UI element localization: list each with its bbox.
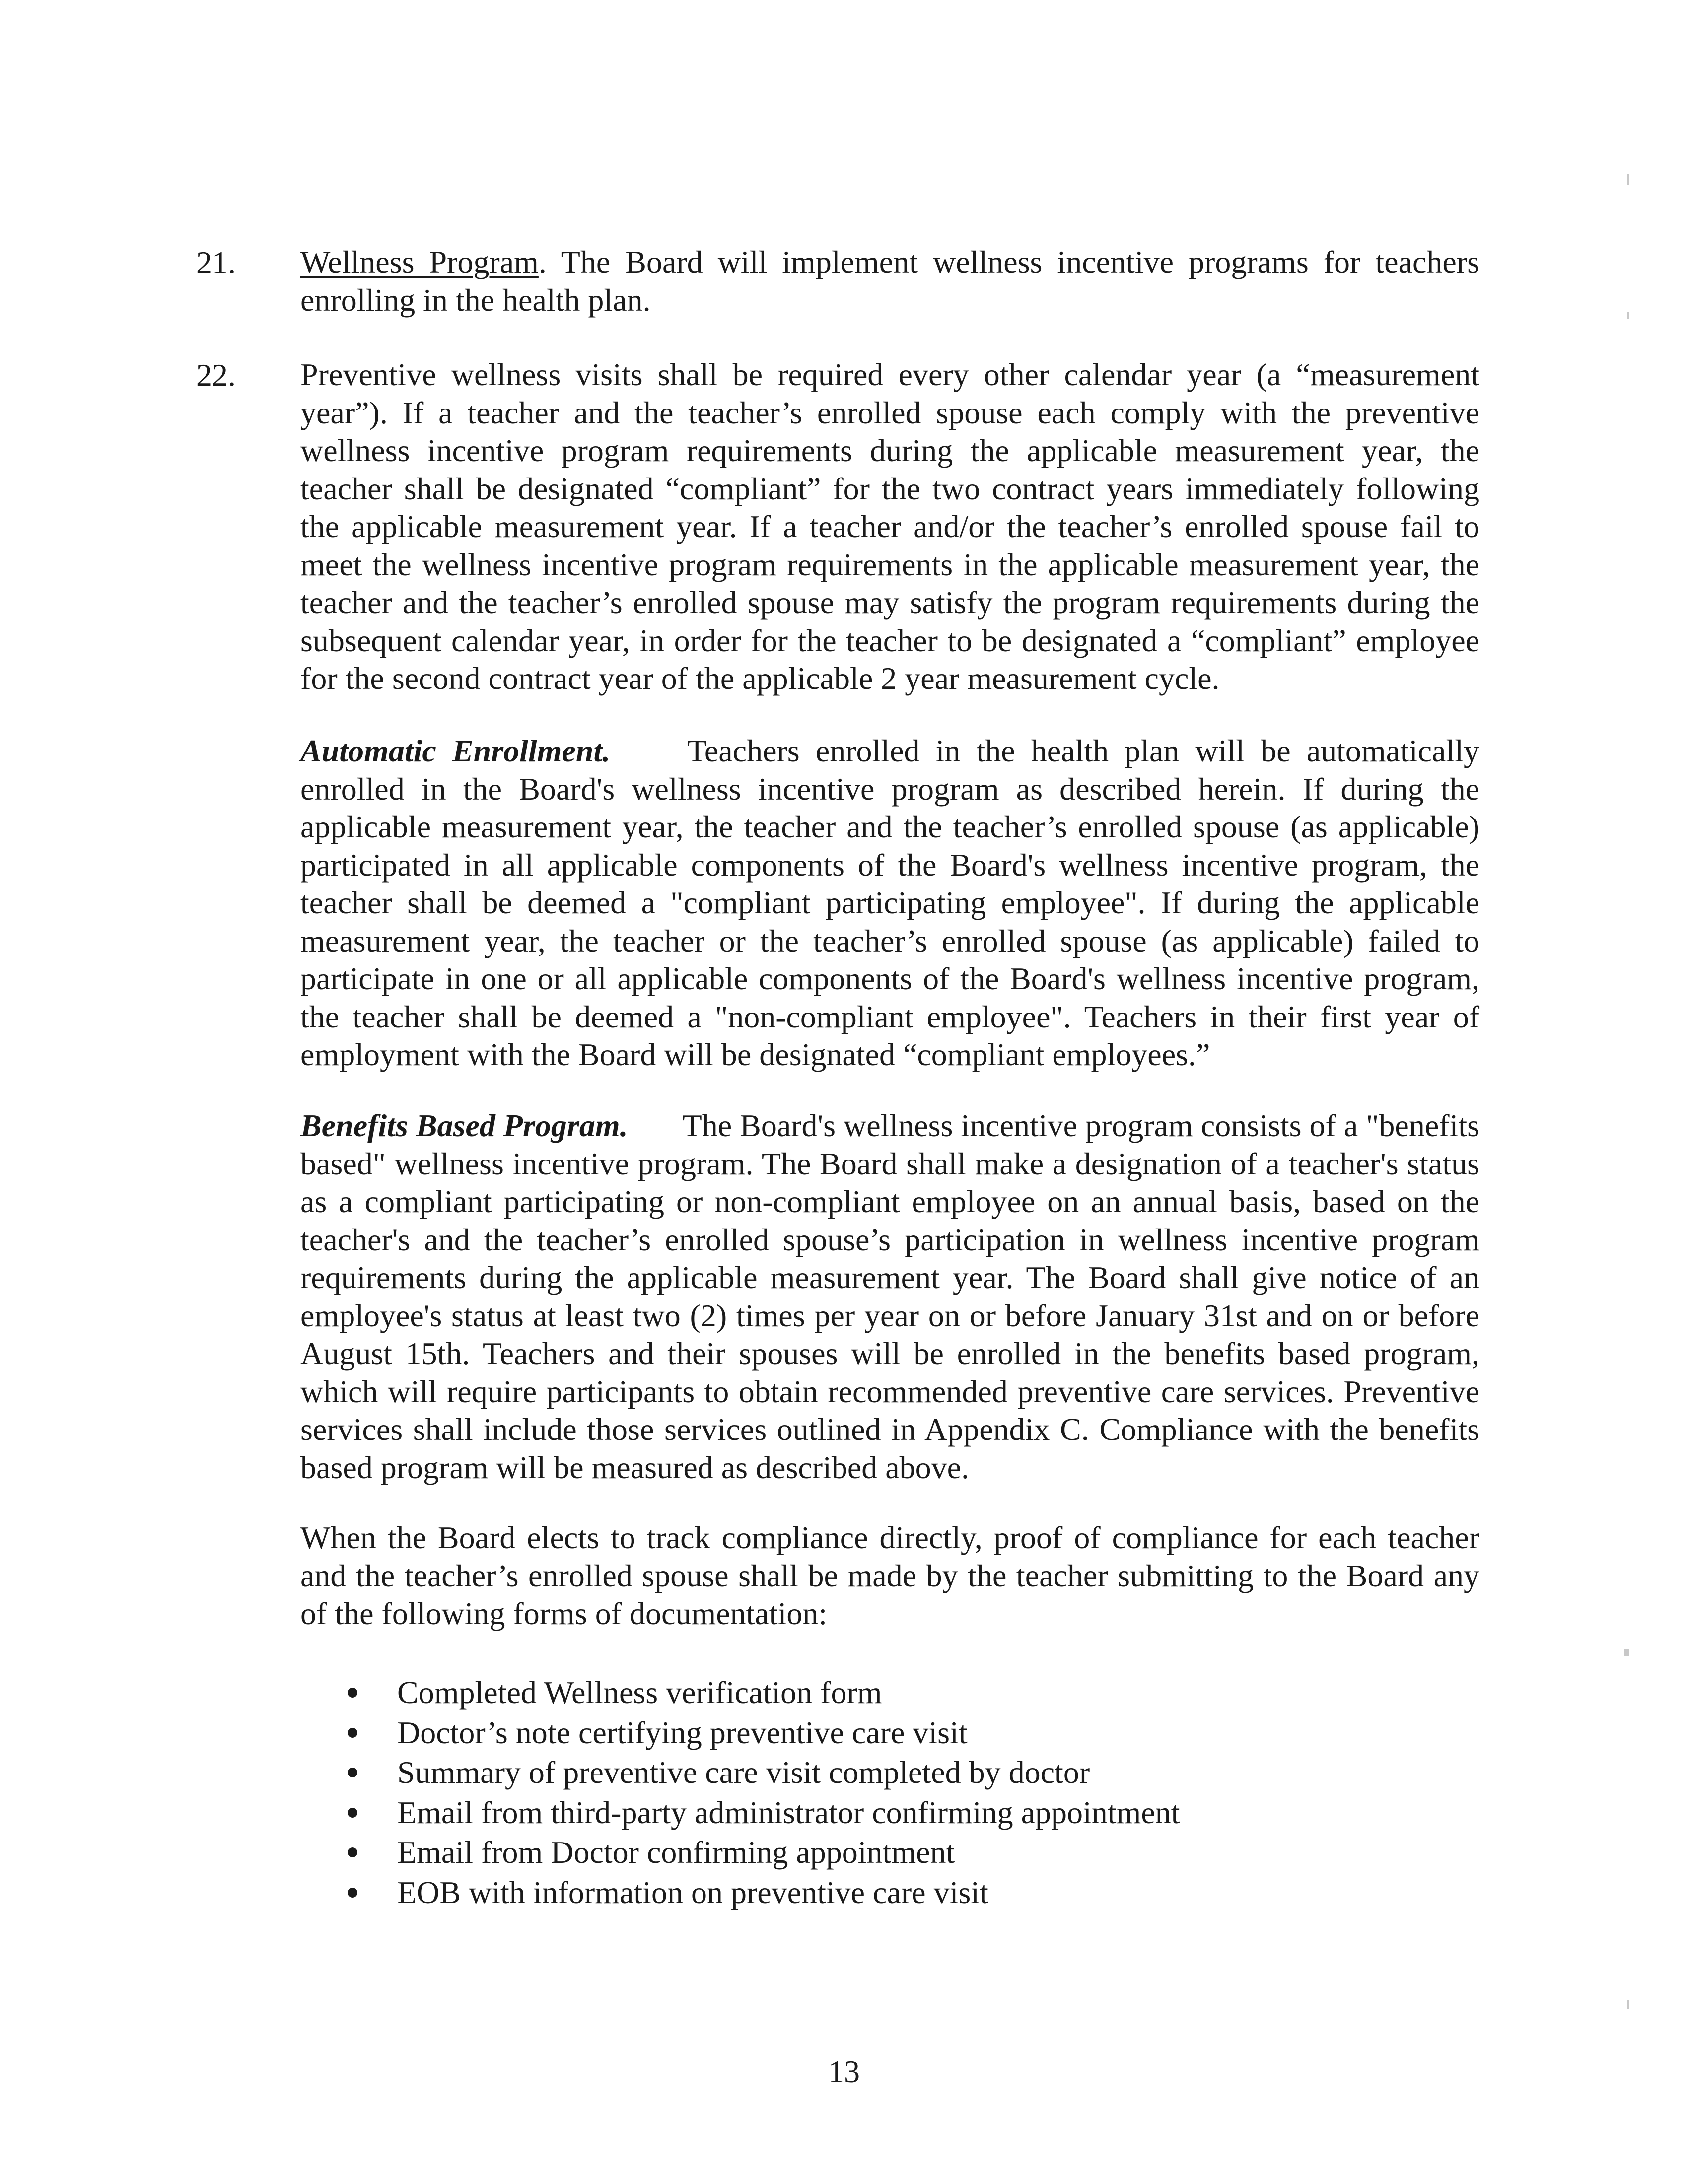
automatic-enrollment-heading: Automatic Enrollment. (300, 733, 611, 768)
section-body: Preventive wellness visits shall be required every other calendar year (a “measurement year”). If a teacher and the teacher’s enrolled spouse each comply with the preventive wellness incentive program requirements during the applicable measurement year, the teacher shall be designated “compliant” for the two contract years immediately following the applicable measurement year. If a teacher and/or the teacher’s enrolled spouse fail to meet the wellness incentive program requirements in the applicable measurement year, the teacher and the teacher’s enrolled spouse may satisfy the program requirements during the subsequent calendar year, in order for the teacher to be designated a “compliant” employee for the second contract year of the applicable 2 year measurement cycle. (300, 357, 1479, 696)
benefits-based-program-text: The Board's wellness incentive program consists of a "benefits based" wellness incentive program. The Board shall make a designation of a teacher's status as a compliant participating or non-compliant employee on an annual basis, based on the teacher's and the teacher’s enrolled spouse’s participation in wellness incentive program requirements during the applicable measurement year. The Board shall give notice of an employee's status at least two (2) times per year on or before January 31st and on or before August 15th. Teachers and their spouses will be enrolled in the benefits based program, which will require participants to obtain recommended preventive care services. Preventive services shall include those services outlined in Appendix C. Compliance with the benefits based program will be measured as described above. (300, 1108, 1480, 1485)
section-number: 22. (196, 357, 236, 393)
list-item: Summary of preventive care visit completed by doctor (348, 1753, 1180, 1793)
bullet-icon (348, 1847, 357, 1857)
list-item: Doctor’s note certifying preventive care visit (348, 1713, 1180, 1753)
section-body: . The Board will implement wellness incentive programs for teachers enrolling in the health plan. (300, 244, 1479, 318)
benefits-based-program-heading: Benefits Based Program. (300, 1108, 628, 1143)
list-item: Email from third-party administrator confirming appointment (348, 1793, 1180, 1833)
page-number: 13 (828, 2054, 860, 2089)
section-title: Wellness Program (300, 244, 539, 279)
list-item: Email from Doctor confirming appointment (348, 1833, 1180, 1873)
section-21-text (300, 243, 1479, 319)
section-number: 21. (196, 245, 236, 280)
scan-mark (1627, 312, 1629, 319)
bullet-icon (348, 1728, 357, 1738)
bullet-icon (348, 1808, 357, 1818)
scan-mark (1624, 1649, 1629, 1656)
documentation-list (348, 1673, 1180, 1912)
benefits-based-program-paragraph (300, 1107, 1479, 1487)
section-21 (196, 243, 1479, 319)
compliance-paragraph: When the Board elects to track compliance directly, proof of compliance for each teacher and the teacher’s enrolled spouse shall be made by the teacher submitting to the Board any of the following forms of documentation: (300, 1520, 1479, 1631)
automatic-enrollment-text: Teachers enrolled in the health plan will be automatically enrolled in the Board's wellness incentive program as described herein. If during the applicable measurement year, the teacher and the teacher’s enrolled spouse (as applicable) participated in all applicable components of the Board's wellness incentive program, the teacher shall be deemed a "compliant participating employee". If during the applicable measurement year, the teacher or the teacher’s enrolled spouse (as applicable) failed to participate in one or all applicable components of the Board's wellness incentive program, the teacher shall be deemed a "non-compliant employee". Teachers in their first year of employment with the Board will be designated “compliant employees.” (300, 733, 1480, 1072)
automatic-enrollment-paragraph (300, 732, 1479, 1074)
list-item: EOB with information on preventive care visit (348, 1873, 1180, 1913)
bullet-icon (348, 1688, 357, 1698)
bullet-icon (348, 1768, 357, 1777)
list-item: Completed Wellness verification form (348, 1673, 1180, 1713)
scan-mark (1627, 2000, 1629, 2009)
scan-mark (1627, 174, 1629, 185)
bullet-icon (348, 1888, 357, 1898)
section-22 (196, 356, 1479, 698)
